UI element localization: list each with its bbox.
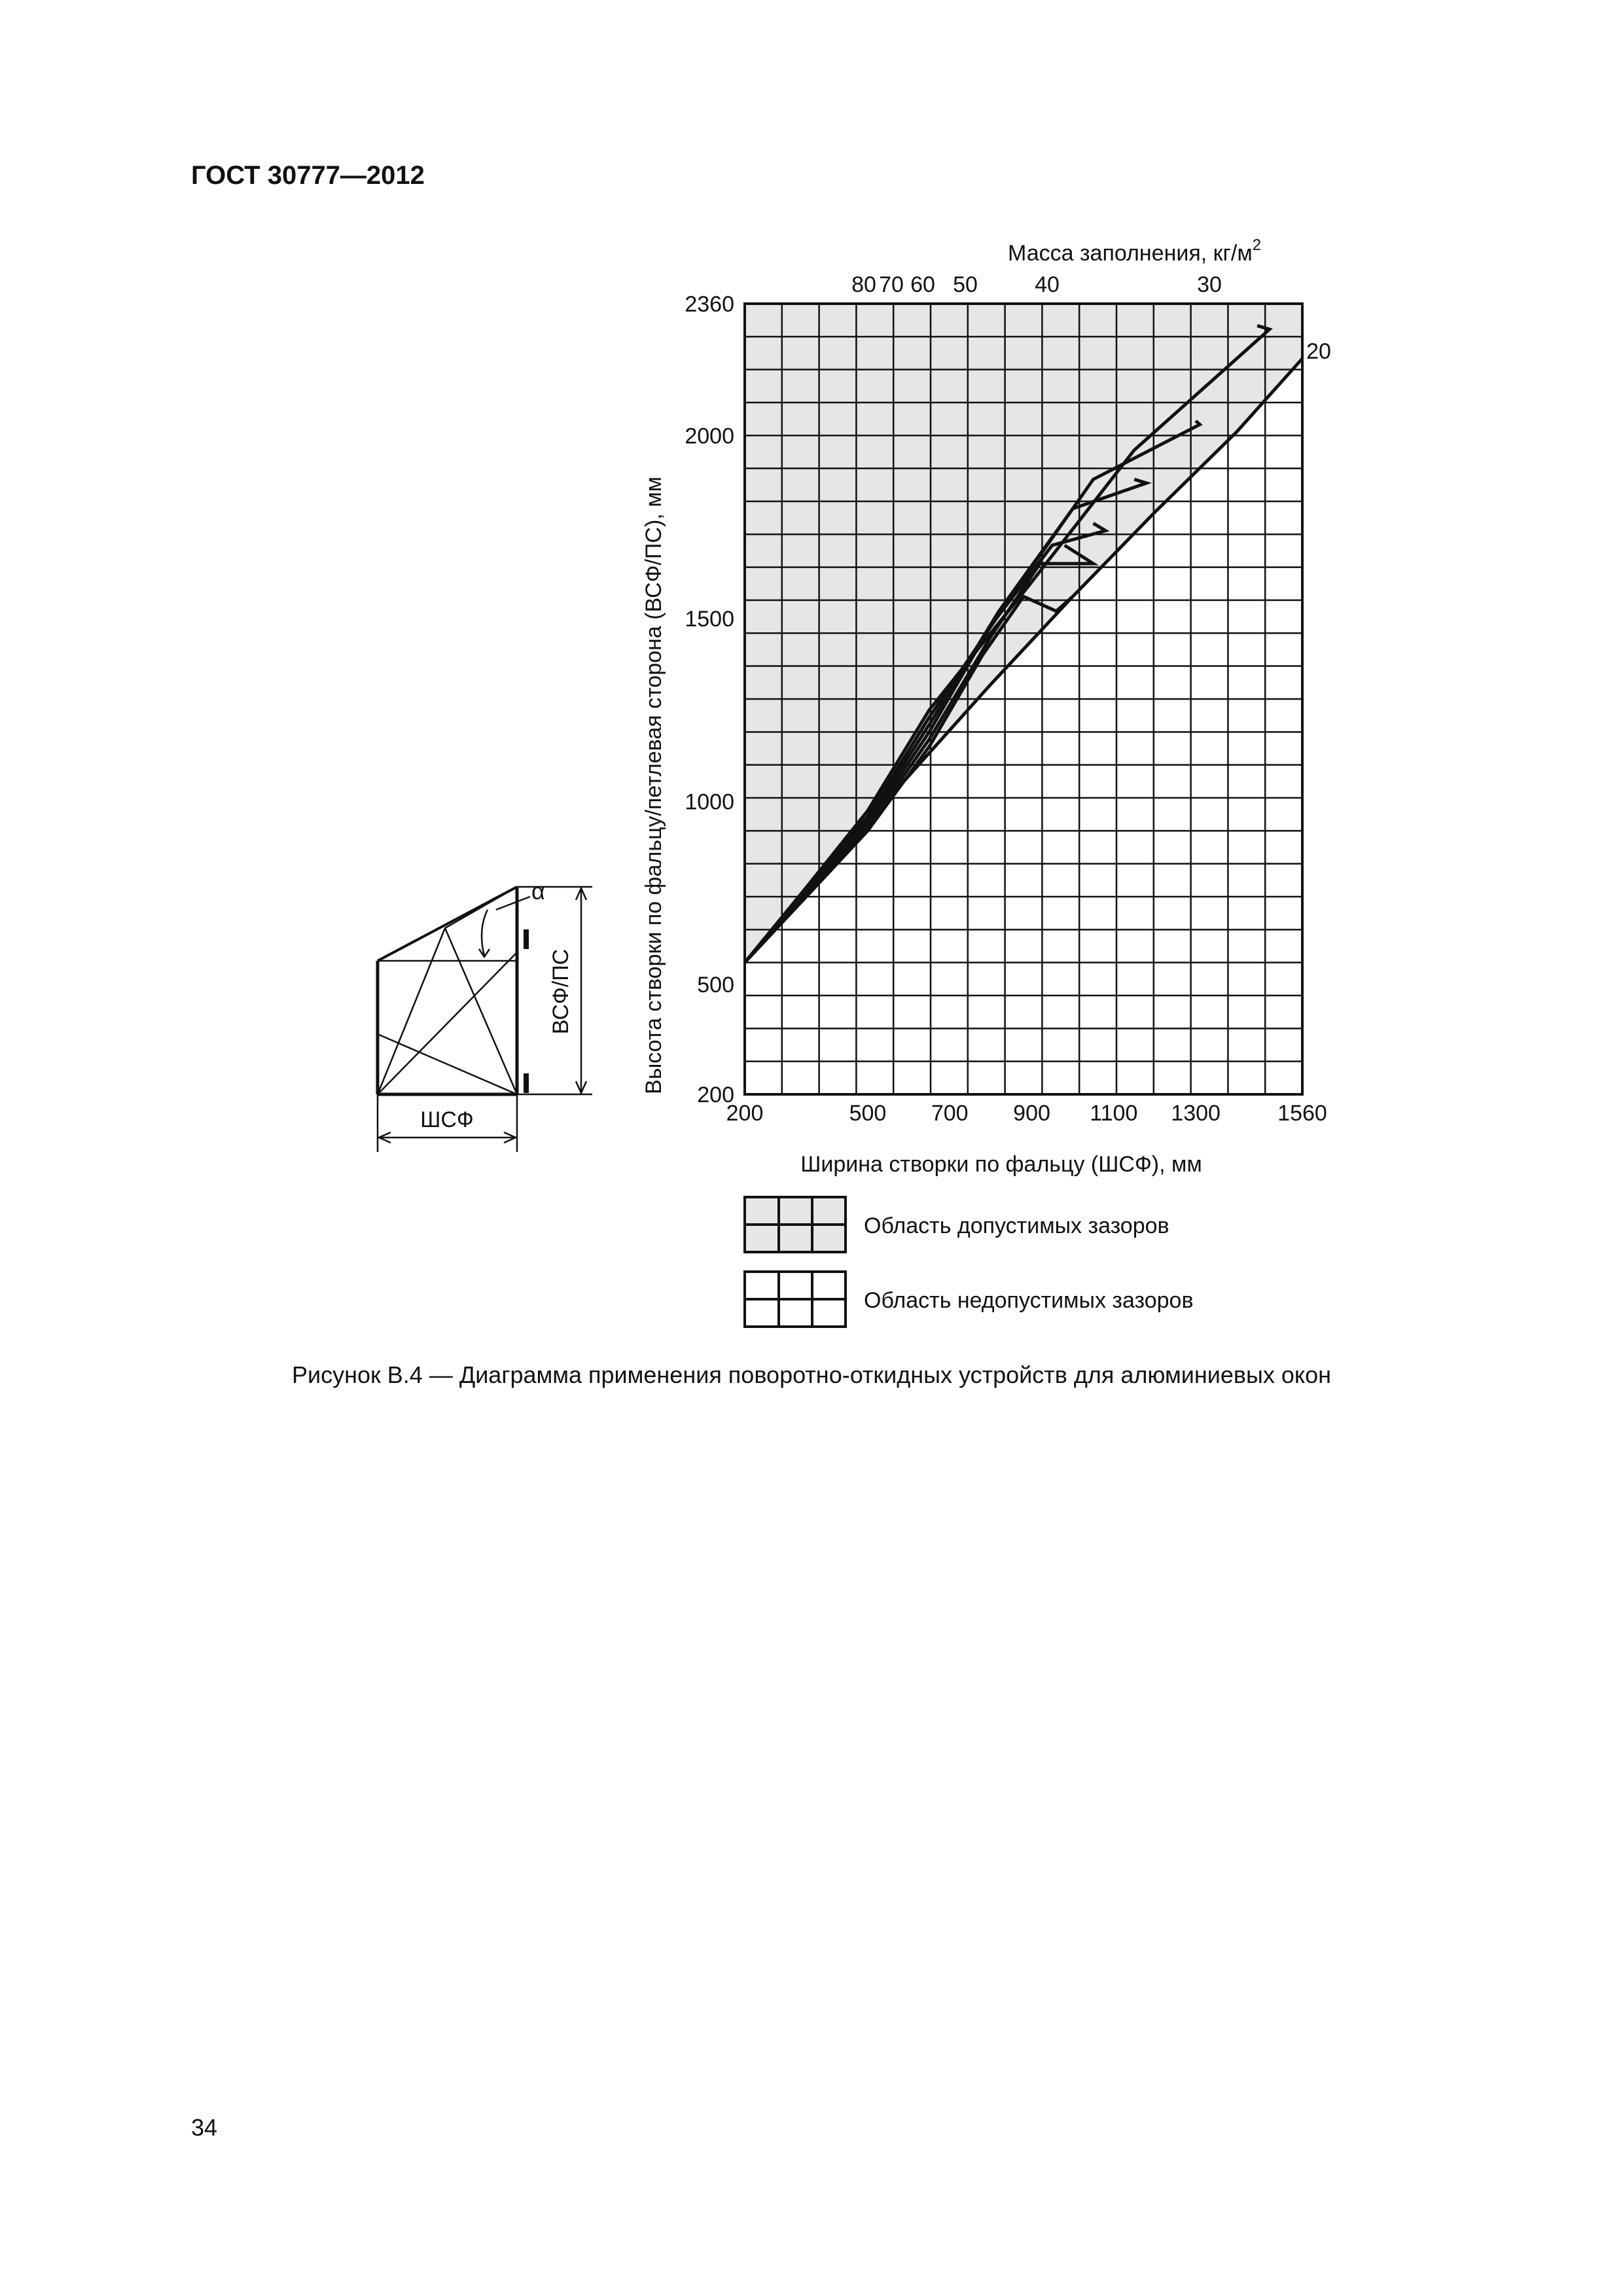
y-tick-label: 1500 (685, 606, 734, 632)
hinge-mark-bottom (524, 1073, 529, 1093)
series-axis-label: Масса заполнения, $кг/м^2$ (1008, 236, 1262, 266)
legend-swatch-forbidden (745, 1272, 846, 1327)
alpha-leader (496, 897, 530, 910)
alpha-label: α (531, 878, 545, 905)
sash-line-e (378, 952, 517, 1094)
x-tick-label: 1100 (1090, 1101, 1138, 1126)
legend-label-allowed: Область допустимых зазоров (864, 1213, 1169, 1238)
x-tick-label: 1560 (1277, 1101, 1327, 1126)
x-tick-label: 900 (1013, 1101, 1050, 1126)
height-label: ВСФ/ПС (548, 948, 573, 1035)
x-tick-label: 500 (849, 1101, 887, 1126)
chart (685, 272, 1331, 1126)
legend-label-forbidden: Область недопустимых зазоров (864, 1288, 1194, 1313)
x-tick-label: 700 (931, 1101, 969, 1126)
series-label-70: 70 (879, 272, 904, 297)
x-tick-label: 1300 (1171, 1101, 1221, 1126)
series-label-80: 80 (851, 272, 876, 297)
figure-caption: Рисунок В.4 — Диаграмма применения поворотно-откидных устройств для алюминиевых окон (292, 1361, 1331, 1388)
y-tick-label: 2360 (685, 292, 734, 317)
x-axis-label: Ширина створки по фальцу (ШСФ), мм (800, 1152, 1202, 1177)
series-label-60: 60 (910, 272, 935, 297)
x-tick-label: 200 (726, 1101, 764, 1126)
series-label-20: 20 (1306, 339, 1331, 364)
width-label: ШСФ (420, 1107, 474, 1132)
page-number: 34 (191, 2114, 218, 2141)
series-label-40: 40 (1035, 272, 1060, 297)
hinge-mark-top (524, 929, 529, 949)
document-code: ГОСТ 30777—2012 (191, 161, 425, 190)
sash-line-d (378, 1034, 517, 1094)
y-tick-label: 200 (697, 1083, 734, 1107)
alpha-arc (482, 910, 488, 956)
series-label-30: 30 (1197, 272, 1222, 297)
sash-line-f (445, 887, 517, 928)
series-label-50: 50 (953, 272, 978, 297)
legend (745, 1197, 846, 1327)
legend-swatch-allowed (745, 1197, 846, 1252)
y-tick-label: 2000 (685, 423, 734, 449)
y-tick-label: 1000 (685, 789, 734, 815)
sash-line-b (378, 928, 445, 1094)
y-tick-label: 500 (697, 973, 734, 998)
y-axis-label: Высота створки по фальцу/петлевая сторона (ВСФ/ПС), мм (641, 476, 666, 1094)
